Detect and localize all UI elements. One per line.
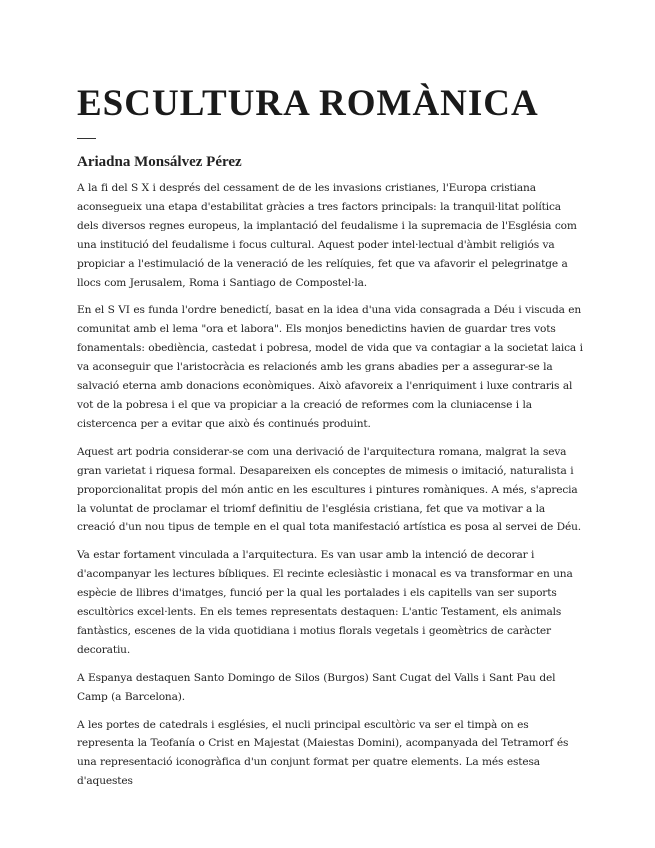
paragraph: Aquest art podria considerar-se com una derivació de l'arquitectura romana, malgrat la seva gran varietat i riquesa formal. Desapareixen els conceptes de mimesis o imitació, naturalista i proporcionalitat propis del món antic en les escultures i pintures romàniques. A més, s'aprecia la voluntat de proclamar el triomf definitiu de l'església cristiana, fet que va motivar a la creació d'un nou tipus de temple en el qual tota manifestació artística es posa al servei de Déu. bbox=[77, 445, 582, 534]
paragraph: En el S VI es funda l'ordre benedictí, basat en la idea d'una vida consagrada a Déu i viscuda en comunitat amb el lema "ora et labora". Els monjos benedictins havien de guardar tres vots fonamentals: obediència, castedat i pobresa, model de vida que va contagiar a la societat laica i va aconseguir que l'aristocràcia es relacionés amb les grans abadies per a assegurar-se la salvació eterna amb donacions econòmiques. Això afavoreix a l'enriquiment i luxe contraris al vot de la pobresa i el que va propiciar a la creació de reformes com la cluniacense i la cistercenca per a evitar que això és continués produint. bbox=[77, 304, 583, 430]
paragraph: A les portes de catedrals i esglésies, el nucli principal escultòric va ser el timpà on es representa la Teofanía o Crist en Majestat (Maiestas Domini), acompanyada del Tetramorf és una representació iconogràfica d'un conjunt format per quatre elements. La més estesa d'aquestes bbox=[77, 718, 569, 788]
document-title: ESCULTURA ROMÀNICA bbox=[77, 83, 539, 124]
paragraph: A la fi del S X i després del cessament de de les invasions cristianes, l'Europa cristiana aconsegueix una etapa d'estabilitat gràcies a tres factors principals: la tranquil·litat política dels diversos regnes europeus, la implantació del feudalisme i la supremacia de l'Església com una institució del feudalisme i focus cultural. Aquest poder intel·lectual d'àmbit religiós va propiciar a l'estimulació de la veneració de les relíquies, fet que va afavorir el pelegrinatge a llocs com Jerusalem, Roma i Santiago de Compostel·la. bbox=[77, 182, 577, 289]
author-name: Ariadna Monsálvez Pérez bbox=[77, 154, 242, 170]
paragraph: A Espanya destaquen Santo Domingo de Silos (Burgos) Sant Cugat del Valls i Sant Pau del Camp (a Barcelona). bbox=[77, 671, 556, 703]
title-divider bbox=[77, 138, 96, 139]
document-body bbox=[77, 179, 585, 791]
paragraph: Va estar fortament vinculada a l'arquitectura. Es van usar amb la intenció de decorar i d'acompanyar les lectures bíbliques. El recinte eclesiàstic i monacal es va transformar en una espècie de llibres d'imatges, funció per la qual les portalades i els capitells van ser suports escultòrics excel·lents. En els temes representats destaquen: L'antic Testament, els animals fantàstics, escenes de la vida quotidiana i motius florals vegetals i geomètrics de caràcter decoratiu. bbox=[77, 549, 573, 656]
